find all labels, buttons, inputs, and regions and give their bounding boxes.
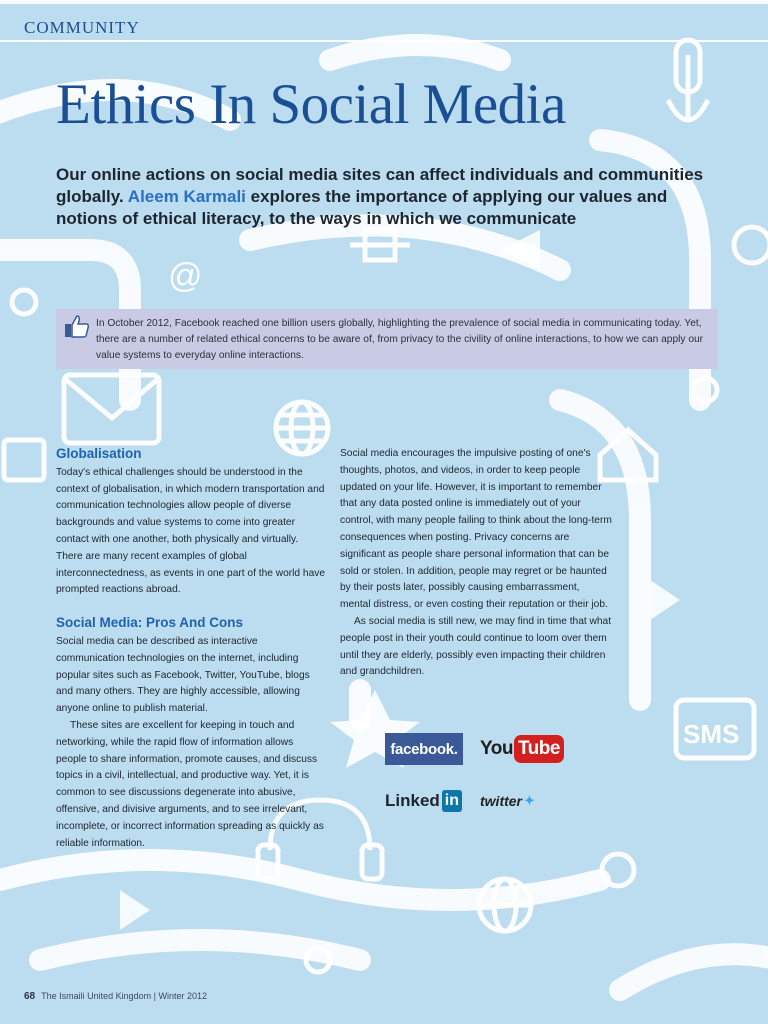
section-divider — [0, 40, 768, 42]
callout-text: In October 2012, Facebook reached one billion users globally, highlighting the prevalence of social media in communicating today. Yet, there are a number of related ethical concerns to be aware of, from privacy to the civility of online interactions, to how we can apply our value systems to everyday online interactions. — [96, 318, 704, 361]
arrow-icon — [120, 890, 150, 930]
standfirst — [56, 164, 716, 230]
right-column — [340, 446, 612, 681]
arrow-icon — [650, 580, 680, 620]
envelope-icon-flap — [64, 378, 159, 418]
section-heading: Social Media: Pros And Cons — [56, 615, 244, 631]
standfirst-rest: explores the importance of applying our values and notions of ethical literacy, to the ways in which we communicate — [56, 187, 668, 228]
standfirst-intro: Our online actions on social media sites can affect individuals and communities globally. — [56, 165, 704, 206]
article-title: Ethics In Social Media — [56, 73, 566, 136]
linkedin-in-text: in — [442, 790, 462, 812]
linkedin-logo — [385, 787, 462, 815]
callout-box — [56, 309, 718, 369]
youtube-you-text: You — [480, 738, 513, 759]
page-number: 68 — [24, 991, 36, 1002]
paragraph: Social media encourages the impulsive posting of one's thoughts, photos, and videos, in order to keep people updated on your life. However, it is important to remember that any data posted online is immediately out of your control, with many people failing to think about the long-term consequences when posting. Privacy concerns are significant as people share personal information that can be sold or stolen. In addition, people may regret or be haunted by their posts later, possibly causing embarrassment, mental distress, or even costing their reputation or their job. — [340, 448, 612, 611]
twitter-logo — [480, 789, 535, 813]
page-footer — [24, 991, 207, 1002]
sms-text: SMS — [683, 719, 740, 749]
left-column — [56, 446, 326, 852]
youtube-tube-text: Tube — [514, 735, 564, 763]
thumbs-up-icon — [64, 313, 90, 339]
paragraph: Social media can be described as interactive communication technologies on the internet, including popular sites such as Facebook, Twitter, YouTube, blogs and many others. They are highly accessible, allowing anyone online to publish material. — [56, 635, 310, 715]
paragraph: Today's ethical challenges should be understood in the context of globalisation, in which modern transportation and communication technologies allow people of diverse backgrounds and value systems to come into greater contact with one another, both physically and virtually. There are many recent examples of global interconnectedness, as events in one part of the world have prompted reactions abroad. — [56, 466, 326, 596]
signal-icon — [734, 227, 768, 263]
section-heading: Globalisation — [56, 446, 142, 461]
linkedin-linked-text: Linked — [385, 791, 440, 810]
envelope-icon — [64, 375, 159, 443]
paragraph: As social media is still new, we may find in time that what people post in their youth could continue to loom over them until they are elderly, possibly even impacting their children and grandchildren. — [340, 615, 612, 678]
paragraph: These sites are excellent for keeping in touch and networking, while the rapid flow of information allows people to share information, promote causes, and discuss topics in a civil, intellectual, and productive way. Yet, it is common to see discussions degenerate into abusive, offensive, and divisive arguments, and to see irrelevant, incomplete, or incorrect information spreading as quickly as reliable information. — [56, 719, 324, 849]
user-icon — [4, 440, 44, 480]
twitter-bird-icon: ✦ — [524, 793, 535, 808]
gear-icon — [12, 290, 36, 314]
facebook-logo — [385, 733, 463, 765]
gear-icon — [602, 854, 634, 886]
youtube-logo — [480, 733, 564, 765]
publication-name: The Ismaili United Kingdom | Winter 2012 — [41, 991, 208, 1001]
section-label: COMMUNITY — [24, 18, 140, 37]
facebook-logo-text: facebook. — [390, 740, 458, 758]
author-name: Aleem Karmali — [127, 187, 246, 206]
at-sign-icon: @ — [168, 257, 203, 295]
twitter-logo-text: twitter — [480, 793, 522, 809]
